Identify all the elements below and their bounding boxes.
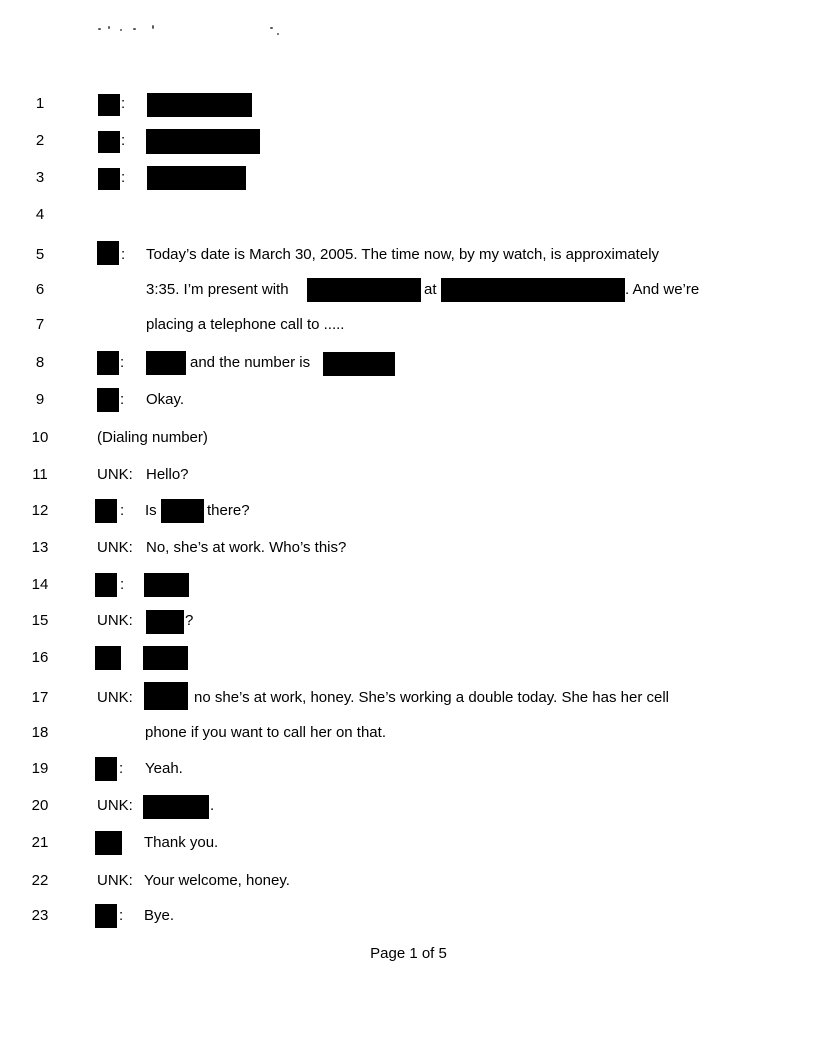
redaction-block: [144, 682, 188, 710]
transcript-line: [0, 92, 817, 116]
scan-artifact: [108, 26, 110, 29]
redaction-block: [323, 352, 395, 376]
line-number: 12: [31, 502, 49, 519]
line-number: 1: [35, 95, 45, 112]
speaker-colon: :: [121, 169, 126, 186]
scan-artifact: [98, 28, 101, 30]
transcript-text: Your welcome, honey.: [144, 872, 290, 889]
scan-artifact: [120, 29, 122, 31]
line-number: 17: [31, 689, 49, 706]
redaction-block: [147, 166, 246, 190]
transcript-text: (Dialing number): [97, 429, 208, 446]
transcript-line: [0, 686, 817, 710]
transcript-line: [0, 426, 817, 450]
redaction-block: [97, 388, 119, 412]
line-number: 7: [35, 316, 45, 333]
speaker-colon: :: [120, 354, 125, 371]
line-number: 2: [35, 132, 45, 149]
redaction-block: [97, 351, 119, 375]
transcript-text: no she’s at work, honey. She’s working a double today. She has her cell: [194, 689, 670, 706]
transcript-line: [0, 388, 817, 412]
speaker-label: UNK:: [97, 689, 133, 706]
speaker-colon: :: [119, 907, 124, 924]
speaker-colon: :: [120, 502, 125, 519]
redaction-block: [95, 831, 122, 855]
line-number: 6: [35, 281, 45, 298]
redaction-block: [307, 278, 421, 302]
transcript-line: [0, 243, 817, 267]
transcript-line: [0, 573, 817, 597]
line-number: 15: [31, 612, 49, 629]
scan-artifact: [277, 33, 279, 35]
transcript-text: Thank you.: [144, 834, 219, 851]
redaction-block: [98, 131, 120, 153]
line-number: 20: [31, 797, 49, 814]
transcript-text: 3:35. I’m present with: [146, 281, 289, 298]
line-number: 11: [32, 466, 48, 483]
speaker-colon: :: [121, 95, 126, 112]
scan-artifact: [270, 27, 273, 29]
line-number: 3: [35, 169, 45, 186]
transcript-text: Yeah.: [145, 760, 183, 777]
redaction-block: [95, 757, 117, 781]
redaction-block: [146, 129, 260, 154]
redaction-block: [146, 610, 184, 634]
redaction-block: [97, 241, 119, 265]
transcript-line: [0, 351, 817, 375]
line-number: 9: [35, 391, 45, 408]
redaction-block: [143, 646, 188, 670]
transcript-line: [0, 463, 817, 487]
speaker-colon: :: [119, 760, 124, 777]
line-number: 16: [31, 649, 49, 666]
line-number: 4: [35, 206, 45, 223]
speaker-label: UNK:: [97, 797, 133, 814]
transcript-text: and the number is: [190, 354, 311, 371]
line-number: 10: [31, 429, 49, 446]
transcript-line: [0, 203, 817, 227]
line-number: 21: [31, 834, 49, 851]
transcript-text: Okay.: [146, 391, 185, 408]
transcript-line: [0, 904, 817, 928]
speaker-colon: :: [120, 576, 125, 593]
transcript-line: [0, 869, 817, 893]
transcript-text: Hello?: [146, 466, 189, 483]
transcript-line: [0, 831, 817, 855]
transcript-text: Is: [145, 502, 157, 519]
redaction-block: [95, 499, 117, 523]
transcript-line: [0, 129, 817, 153]
speaker-colon: :: [121, 132, 126, 149]
line-number: 18: [31, 724, 49, 741]
line-number: 19: [31, 760, 49, 777]
redaction-block: [95, 573, 117, 597]
redaction-block: [98, 168, 120, 190]
transcript-line: [0, 166, 817, 190]
transcript-text: Bye.: [144, 907, 175, 924]
transcript-line: [0, 609, 817, 633]
speaker-label: UNK:: [97, 612, 133, 629]
speaker-label: UNK:: [97, 466, 133, 483]
transcript-text: Today’s date is March 30, 2005. The time now, by my watch, is approximately: [146, 246, 660, 263]
redaction-block: [98, 94, 120, 116]
speaker-colon: :: [120, 391, 125, 408]
transcript-line: [0, 499, 817, 523]
line-number: 14: [31, 576, 49, 593]
line-number: 5: [35, 246, 45, 263]
redaction-block: [95, 646, 121, 670]
speaker-colon: :: [121, 246, 126, 263]
transcript-text: .: [210, 797, 215, 814]
transcript-text: No, she’s at work. Who’s this?: [146, 539, 347, 556]
scan-artifact: [133, 28, 136, 30]
page-footer: Page 1 of 5: [370, 945, 447, 962]
redaction-block: [144, 573, 189, 597]
redaction-block: [143, 795, 209, 819]
transcript-text: there?: [207, 502, 250, 519]
redaction-block: [161, 499, 204, 523]
redaction-block: [146, 351, 186, 375]
speaker-label: UNK:: [97, 872, 133, 889]
transcript-line: [0, 794, 817, 818]
line-number: 8: [35, 354, 45, 371]
line-number: 23: [31, 907, 49, 924]
speaker-label: UNK:: [97, 539, 133, 556]
transcript-text: . And we’re: [625, 281, 700, 298]
transcript-text: phone if you want to call her on that.: [145, 724, 386, 741]
redaction-block: [441, 278, 625, 302]
redaction-block: [147, 93, 252, 117]
transcript-text: ?: [185, 612, 194, 629]
transcript-text: placing a telephone call to .....: [146, 316, 345, 333]
line-number: 22: [31, 872, 49, 889]
transcript-line: [0, 646, 817, 670]
transcript-line: [0, 536, 817, 560]
line-number: 13: [31, 539, 49, 556]
transcript-line: [0, 313, 817, 337]
transcript-line: [0, 757, 817, 781]
scan-artifact: [152, 25, 154, 29]
transcript-line: [0, 278, 817, 302]
transcript-text: at: [424, 281, 437, 298]
transcript-line: [0, 721, 817, 745]
redaction-block: [95, 904, 117, 928]
